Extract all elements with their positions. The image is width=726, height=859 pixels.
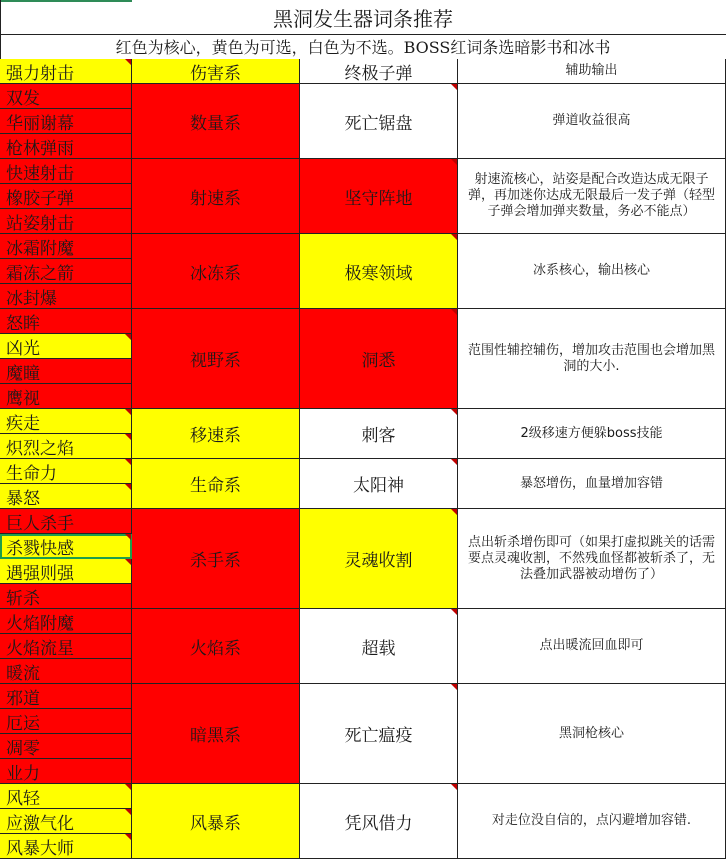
damage-type-cell[interactable]: 暗黑系: [132, 684, 300, 784]
skill-cell[interactable]: 站姿射击: [0, 209, 132, 234]
ultimate-bullet-cell[interactable]: 灵魂收割: [300, 509, 458, 609]
aux-output-cell[interactable]: 射速流核心，站姿是配合改造达成无限子弹，再加迷你达成无限最后一发子弹（轻型子弹会增加弹夹数量，务必不能点）: [458, 159, 726, 234]
skill-cell[interactable]: 邪道: [0, 684, 132, 709]
skill-cell[interactable]: 疾走: [0, 409, 132, 434]
skill-cell[interactable]: 鹰视: [0, 384, 132, 409]
skill-cell[interactable]: 魔瞳: [0, 359, 132, 384]
aux-output-cell[interactable]: 点出斩杀增伤即可（如果打虚拟跳关的话需要点灵魂收割，不然残血怪都被斩杀了，无法叠加武器被动增伤了）: [458, 509, 726, 609]
skill-cell[interactable]: 巨人杀手: [0, 509, 132, 534]
header-damage[interactable]: 伤害系: [132, 59, 300, 84]
skill-cell[interactable]: 暖流: [0, 659, 132, 684]
skill-cell[interactable]: 厄运: [0, 709, 132, 734]
sheet-subtitle[interactable]: 红色为核心，黄色为可选，白色为不选。BOSS红词条选暗影书和冰书: [0, 34, 726, 60]
ultimate-bullet-cell[interactable]: 死亡瘟疫: [300, 684, 458, 784]
skill-cell[interactable]: 业力: [0, 759, 132, 784]
skill-cell[interactable]: 风暴大师: [0, 834, 132, 859]
ultimate-bullet-cell[interactable]: 死亡锯盘: [300, 84, 458, 159]
skill-cell[interactable]: 凶光: [0, 334, 132, 359]
ultimate-bullet-cell[interactable]: 洞悉: [300, 309, 458, 409]
skill-cell[interactable]: 遇强则强: [0, 559, 132, 584]
header-aux[interactable]: 辅助输出: [458, 59, 726, 84]
skill-cell[interactable]: 暴怒: [0, 484, 132, 509]
skill-cell[interactable]: 杀戮快感: [0, 534, 132, 559]
skill-cell[interactable]: 炽烈之焰: [0, 434, 132, 459]
skill-cell[interactable]: 霜冻之箭: [0, 259, 132, 284]
skill-cell[interactable]: 凋零: [0, 734, 132, 759]
aux-output-cell[interactable]: 2级移速方便躲boss技能: [458, 409, 726, 459]
skill-cell[interactable]: 应激气化: [0, 809, 132, 834]
skill-cell[interactable]: 华丽谢幕: [0, 109, 132, 134]
damage-type-cell[interactable]: 生命系: [132, 459, 300, 509]
damage-type-cell[interactable]: 杀手系: [132, 509, 300, 609]
skill-cell[interactable]: 冰霜附魔: [0, 234, 132, 259]
aux-output-cell[interactable]: 弹道收益很高: [458, 84, 726, 159]
skill-cell[interactable]: 火焰流星: [0, 634, 132, 659]
ultimate-bullet-cell[interactable]: 极寒领域: [300, 234, 458, 309]
ultimate-bullet-cell[interactable]: 刺客: [300, 409, 458, 459]
damage-type-cell[interactable]: 冰冻系: [132, 234, 300, 309]
skill-cell[interactable]: 快速射击: [0, 159, 132, 184]
damage-type-cell[interactable]: 视野系: [132, 309, 300, 409]
header-ultimate[interactable]: 终极子弹: [300, 59, 458, 84]
skill-cell[interactable]: 橡胶子弹: [0, 184, 132, 209]
aux-output-cell[interactable]: 点出暖流回血即可: [458, 609, 726, 684]
damage-type-cell[interactable]: 火焰系: [132, 609, 300, 684]
skill-cell[interactable]: 双发: [0, 84, 132, 109]
aux-output-cell[interactable]: 冰系核心，输出核心: [458, 234, 726, 309]
skill-cell[interactable]: 冰封爆: [0, 284, 132, 309]
skill-cell[interactable]: 火焰附魔: [0, 609, 132, 634]
ultimate-bullet-cell[interactable]: 超载: [300, 609, 458, 684]
skill-cell[interactable]: 生命力: [0, 459, 132, 484]
aux-output-cell[interactable]: 范围性辅控辅伤，增加攻击范围也会增加黑洞的大小.: [458, 309, 726, 409]
damage-type-cell[interactable]: 风暴系: [132, 784, 300, 859]
damage-type-cell[interactable]: 射速系: [132, 159, 300, 234]
damage-type-cell[interactable]: 数量系: [132, 84, 300, 159]
skill-cell[interactable]: 枪林弹雨: [0, 134, 132, 159]
ultimate-bullet-cell[interactable]: 凭风借力: [300, 784, 458, 859]
sheet-title[interactable]: 黑洞发生器词条推荐: [0, 0, 726, 35]
aux-output-cell[interactable]: 对走位没自信的，点闪避增加容错.: [458, 784, 726, 859]
ultimate-bullet-cell[interactable]: 坚守阵地: [300, 159, 458, 234]
aux-output-cell[interactable]: 黑洞枪核心: [458, 684, 726, 784]
damage-type-cell[interactable]: 移速系: [132, 409, 300, 459]
skill-cell[interactable]: 斩杀: [0, 584, 132, 609]
skill-cell[interactable]: 怒眸: [0, 309, 132, 334]
header-skill[interactable]: 强力射击: [0, 59, 132, 84]
skill-cell[interactable]: 风轻: [0, 784, 132, 809]
aux-output-cell[interactable]: 暴怒增伤，血量增加容错: [458, 459, 726, 509]
ultimate-bullet-cell[interactable]: 太阳神: [300, 459, 458, 509]
